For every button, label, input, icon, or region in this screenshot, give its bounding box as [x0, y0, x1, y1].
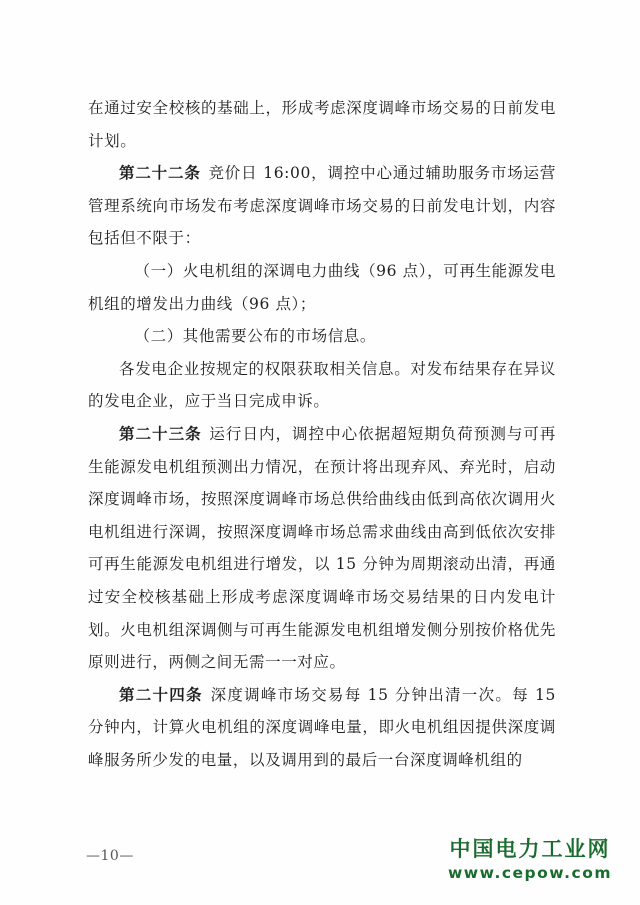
paragraph-continuation: [88, 92, 556, 157]
article-24: [88, 679, 556, 777]
watermark-url: www.cepow.com: [447, 864, 612, 882]
article-heading: 第二十三条: [119, 423, 202, 443]
list-item-1: [88, 255, 556, 320]
paragraph-text: 深度调峰市场交易每 15 分钟出清一次。每 15 分钟内，计算火电机组的深度调峰电量，即火电机组因提供深度调峰服务所少发的电量，以及调用到的最后一台深度调峰机组的: [88, 685, 556, 769]
list-item-2: [88, 320, 556, 353]
paragraph-notice: [88, 353, 556, 418]
watermark-title: 中国电力工业网: [449, 837, 611, 861]
site-watermark: [440, 836, 620, 884]
paragraph-text: 竞价日 16:00，调控中心通过辅助服务市场运营管理系统向市场发布考虑深度调峰市场交易的日前发电计划，内容包括但不限于：: [88, 164, 556, 248]
paragraph-text: 各发电企业按规定的权限获取相关信息。对发布结果存在异议的发电企业，应于当日完成申诉。: [88, 359, 556, 411]
paragraph-text: （二）其他需要公布的市场信息。: [134, 327, 377, 346]
paragraph-text: （一）火电机组的深调电力曲线（96 点），可再生能源发电机组的增发出力曲线（96 点）；: [88, 261, 556, 313]
body-text: [88, 92, 556, 776]
article-23: [88, 418, 556, 679]
paragraph-text: 运行日内，调控中心依据超短期负荷预测与可再生能源发电机组预测出力情况，在预计将出现弃风、弃光时，启动深度调峰市场，按照深度调峰市场总供给曲线由低到高依次调用火电机组进行深调，按照深度调峰市场总需求曲线由高到低依次安排可再生能源发电机组进行增发，以 15 分钟为周期滚动出清，再通过安全校核基础上形成考虑深度调峰市场交易结果的日内发电计划。火电机组深调侧与可再生能源发电机组增发侧分别按价格优先原则进行，两侧之间无需一一对应。: [88, 424, 556, 672]
paragraph-text: 在通过安全校核的基础上，形成考虑深度调峰市场交易的日前发电计划。: [88, 99, 556, 150]
article-heading: 第二十二条: [119, 163, 201, 183]
page-number: —10—: [86, 848, 134, 864]
article-22: [88, 157, 556, 255]
article-heading: 第二十四条: [119, 684, 203, 704]
